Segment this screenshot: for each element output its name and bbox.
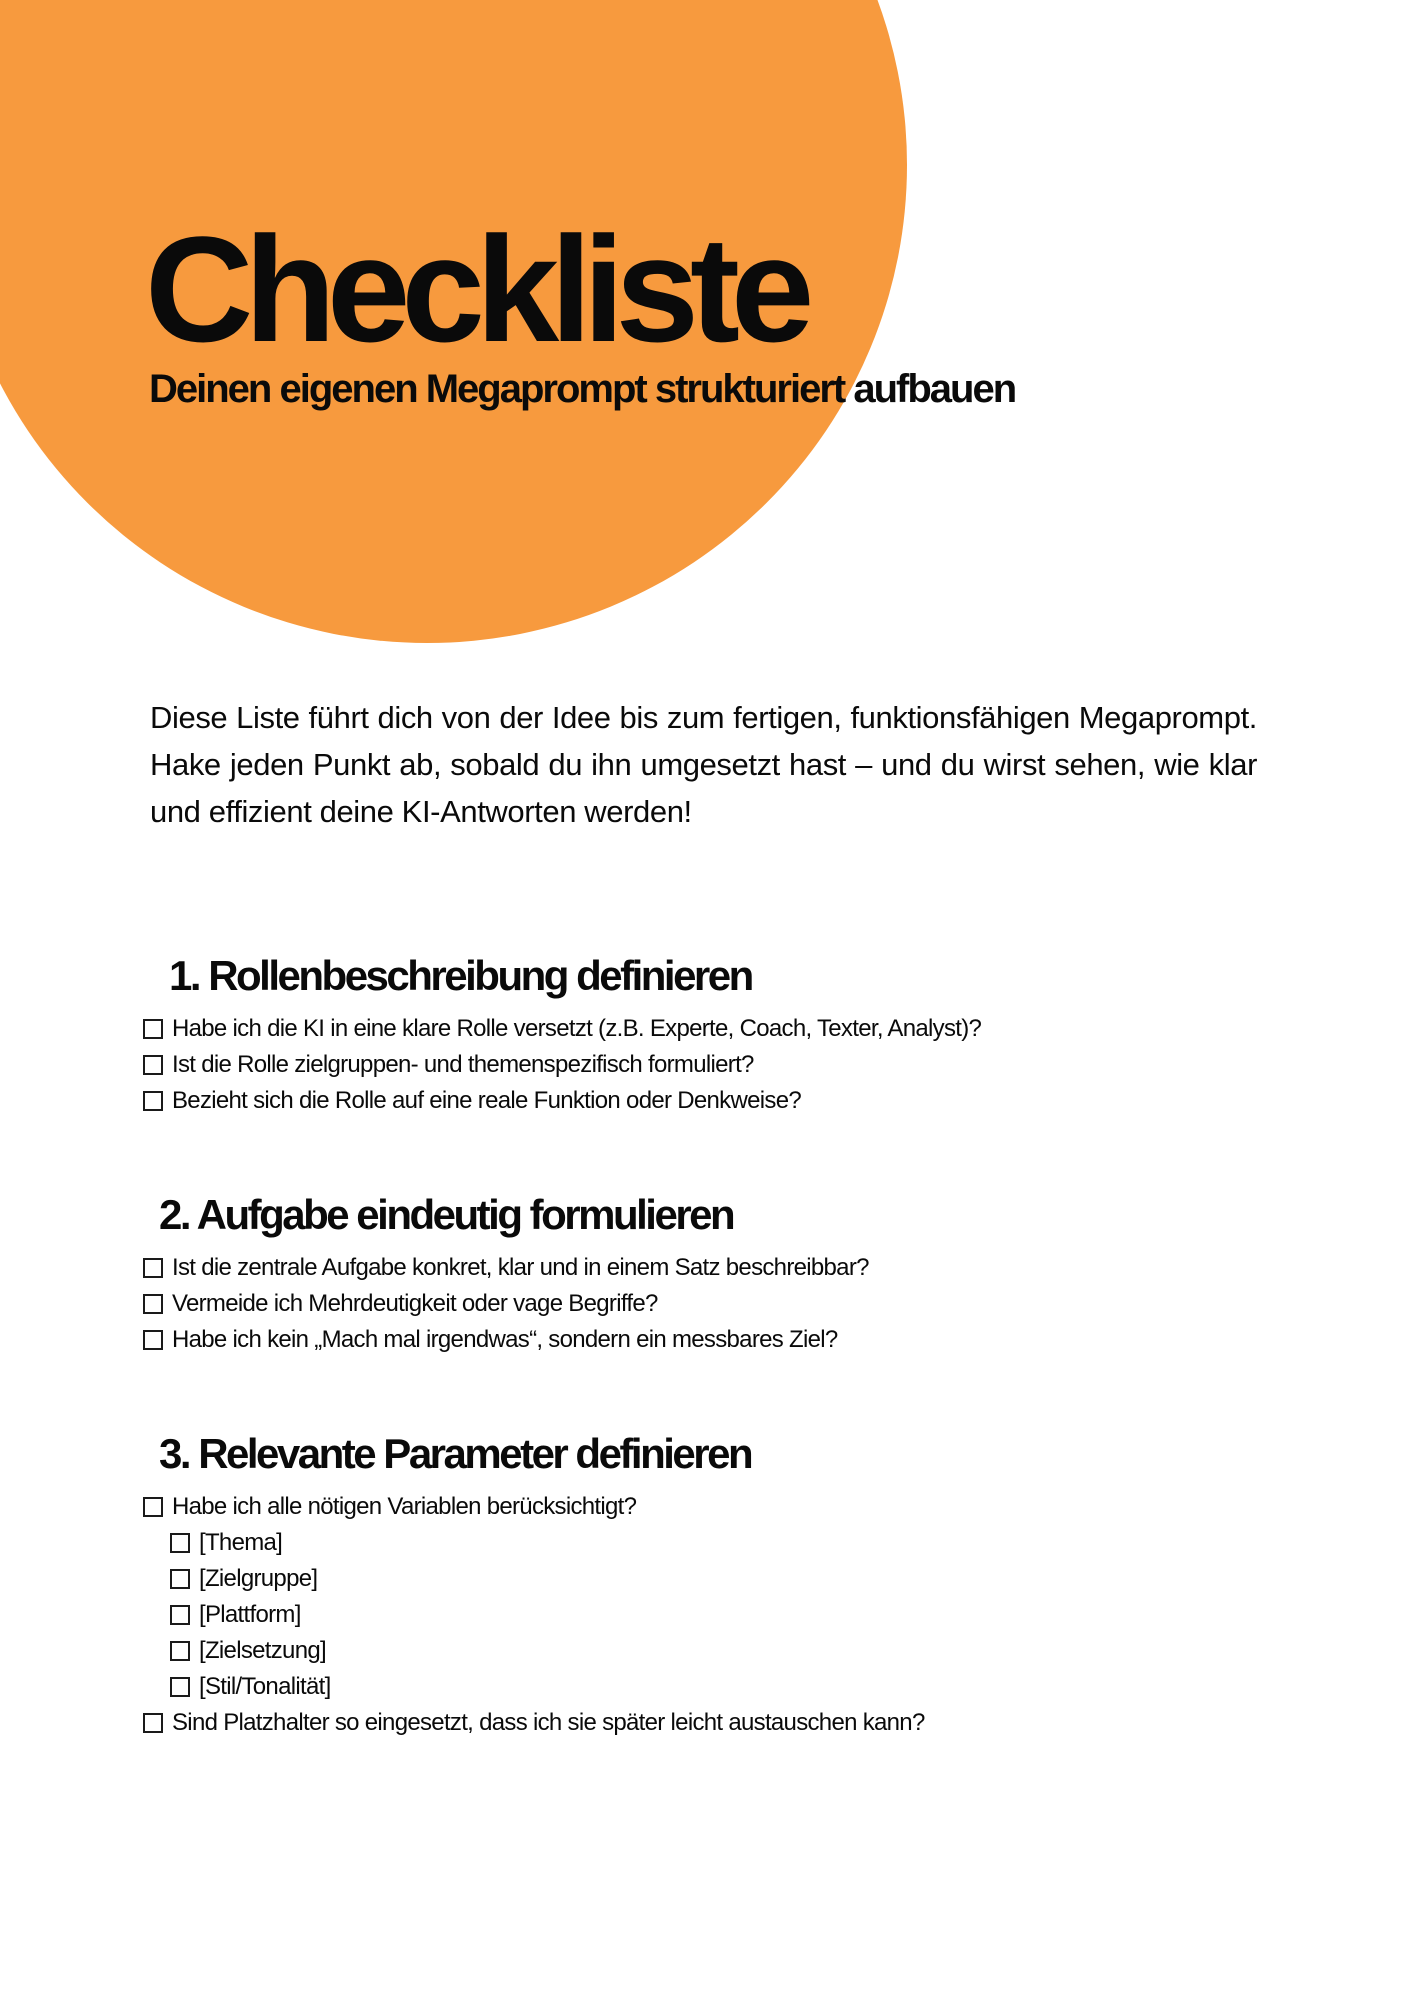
checklist-subitem-zielgruppe[interactable] <box>143 1561 925 1597</box>
checkbox-icon[interactable] <box>143 1294 163 1314</box>
checklist-item-label: [Stil/Tonalität] <box>199 1673 331 1700</box>
checkbox-icon[interactable] <box>170 1533 190 1553</box>
checkbox-icon[interactable] <box>143 1497 163 1517</box>
checklist-subitem-stil-tonalitaet[interactable] <box>143 1669 925 1705</box>
checklist-item-label: Bezieht sich die Rolle auf eine reale Funktion oder Denkweise? <box>172 1087 801 1114</box>
checkbox-icon[interactable] <box>170 1641 190 1661</box>
checklist-item-label: Sind Platzhalter so eingesetzt, dass ich sie später leicht austauschen kann? <box>172 1709 925 1736</box>
intro-paragraph: Diese Liste führt dich von der Idee bis zum fertigen, funktionsfähigen Megaprompt. Hake jeden Punkt ab, sobald du ihn umgesetzt hast – und du wirst sehen, wie klar und effizient deine KI-Antworten werden! <box>150 700 1257 829</box>
section-heading-rollenbeschreibung: 1. Rollenbeschreibung definieren <box>169 952 752 999</box>
checkbox-icon[interactable] <box>143 1330 163 1350</box>
checklist-item[interactable] <box>143 1083 981 1119</box>
checklist-parameter <box>143 1489 925 1741</box>
checklist-item[interactable] <box>143 1322 869 1358</box>
checklist-item-label: Vermeide ich Mehrdeutigkeit oder vage Begriffe? <box>172 1290 658 1317</box>
section-heading-parameter: 3. Relevante Parameter definieren <box>159 1430 752 1477</box>
checklist-item-label: Ist die zentrale Aufgabe konkret, klar und in einem Satz beschreibbar? <box>172 1254 869 1281</box>
checkbox-icon[interactable] <box>143 1055 163 1075</box>
checklist-item[interactable] <box>143 1705 925 1741</box>
checklist-item-label: [Zielgruppe] <box>199 1565 318 1592</box>
checklist-item[interactable] <box>143 1011 981 1047</box>
checkbox-icon[interactable] <box>143 1019 163 1039</box>
checkbox-icon[interactable] <box>170 1605 190 1625</box>
checklist-item-label: Habe ich alle nötigen Variablen berücksichtigt? <box>172 1493 637 1520</box>
checkbox-icon[interactable] <box>143 1258 163 1278</box>
checkbox-icon[interactable] <box>170 1677 190 1697</box>
checklist-item-label: Habe ich die KI in eine klare Rolle versetzt (z.B. Experte, Coach, Texter, Analyst)? <box>172 1015 982 1042</box>
checklist-item[interactable] <box>143 1286 869 1322</box>
checklist-subitem-thema[interactable] <box>143 1525 925 1561</box>
checkbox-icon[interactable] <box>143 1713 163 1733</box>
checklist-item[interactable] <box>143 1489 925 1525</box>
checkbox-icon[interactable] <box>170 1569 190 1589</box>
checklist-rollenbeschreibung <box>143 1011 981 1119</box>
checklist-item-label: [Thema] <box>199 1529 283 1556</box>
checklist-item-label: Ist die Rolle zielgruppen- und themenspezifisch formuliert? <box>172 1051 754 1078</box>
checklist-item-label: Habe ich kein „Mach mal irgendwas“, sondern ein messbares Ziel? <box>172 1326 838 1353</box>
checklist-subitem-zielsetzung[interactable] <box>143 1633 925 1669</box>
checklist-item-label: [Zielsetzung] <box>199 1637 326 1664</box>
checkbox-icon[interactable] <box>143 1091 163 1111</box>
checklist-item[interactable] <box>143 1250 869 1286</box>
checklist-item[interactable] <box>143 1047 981 1083</box>
checklist-item-label: [Plattform] <box>199 1601 301 1628</box>
page-subtitle: Deinen eigenen Megaprompt strukturiert aufbauen <box>149 367 1016 411</box>
checklist-subitem-plattform[interactable] <box>143 1597 925 1633</box>
page-title: Checkliste <box>145 205 806 373</box>
section-heading-aufgabe: 2. Aufgabe eindeutig formulieren <box>159 1191 734 1238</box>
checklist-aufgabe <box>143 1250 869 1358</box>
